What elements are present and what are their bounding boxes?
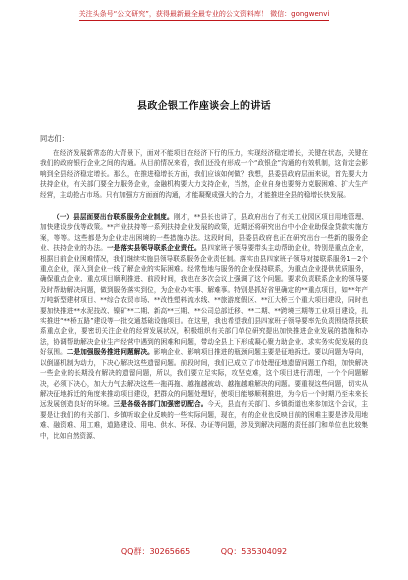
greeting: 同志们： <box>40 134 69 143</box>
paragraph-intro: 在经济发展新常态的大背景下，面对不能项目在经济下行的压力，实现经济稳定增长，关键在状态，关键在我们的政府银行企业之间的沟通。从目前情况来看，我们还没有形成一个“政银企”沟通的有效机制，这肯定会影响到全县经济稳定增长。那么，在推进稳增长方面，我们应该如何做？我想，县委县政府层面来说，首先要大力扶持企业，有关部门要全力服务企业，金融机构要大力支持企业，当然，企业自身也要努力克服困难、扩大生产经营，主动抢占市场。只有加强方方面面的沟通，才能凝聚成强大的合力，才能推进全县的稳增长快发展。 <box>40 149 368 199</box>
section-text-a: 刚才，**县长也讲了，县政府出台了有关工业园区项目用地管理、加快建设步伐等政策。**产业扶持等一系列扶持企业发展的政策，近期还将研究出台中小企业助保金贷款实施方案，等等。这些都是为企业走出困境的一些措施办法。这段时间，县委县政府也正在研究出台一些新的服务企业、扶持企业的办法。 <box>40 213 368 253</box>
footer-qq-group: QQ群：30265665 <box>120 547 191 556</box>
header-banner <box>0 9 408 21</box>
point-three-heading: 三是各级各部门加强密切配合。 <box>113 400 208 409</box>
section-text-e: 影响企业、影响项目推进的瓶颈问题主要是征地拆迁。要以问题为导向，以倒逼机制为动力，下决心解决这些遗留问题。前段时间，我们已成立了市处理征地遗留问题工作组，加快解决一些企业的长期没有解决的遗留问题，所以，我们要立足实际，攻坚克难，这个项目进行清理，一个个问题解决，必须下决心，加大力气去解决这些一拖再拖、越拖越被动、越拖越难解决的问题。要重视这些问题，切实从解决征地拆迁的角度来推动项目建设，把群众的问题处理好，使项目能够顺利推进，为今后一个时期乃至未来长远发展创造良好的环境。 <box>40 348 368 409</box>
point-one-heading: 一是落实县领导联系企业责任。 <box>106 244 201 253</box>
document-title: 县政企银工作座谈会上的讲话 <box>137 101 271 112</box>
paragraph-section-one <box>40 212 368 546</box>
section-heading: （一）县层面要出台联系服务企业制度。 <box>53 213 174 221</box>
footer-qq: QQ：535304092 <box>220 547 288 556</box>
point-two-heading: 二是加强服务推进问题解决。 <box>66 348 154 357</box>
banner-text: 关注头条号“公文研究”，获得最新最全最专业的公文资料库！ 微信：gongwenvi <box>79 9 330 21</box>
footer-contact <box>0 546 408 557</box>
section-text-g: 今天，县直有关部门、乡镇街道也来参加这个会议，主要是让我们的有关部门、乡镇听取企业反映的一些实际问题，现在，有的企业也反映目前的困难主要是涉及用地难、融资难、用工难，道路建设、用电、供水、环保、办证等问题，涉及到解决问题的责任部门和单位也比较集中，比如自然资源、 <box>40 400 368 440</box>
section-text-c: 县四家班子领导要带头主动帮助企业，特别是重点企业，根据目前企业困难情况，我们继续实施县领导联系服务企业责任制。落实由县四家班子领导对接联系服务1－2个重点企业，深入到企业一线了解企业的实际困难。经常性地与服务的企业保持联系，为重点企业提供优质服务，确保重点企业、重点项目顺利推进、前段时间，我也在多次会议上强调了这个问题。要求负责联系企业的领导要及时帮助解决问题，做到服务落实到位，为企业办实事、解难事。特别是抓好省里确定的**重点项目，如**年产万吨新型建材项目、**综合农贸市场、**改性塑料流水线、**旅游度假区、**江大桥三个重大项目建设，同时也要加快推进**水泥技改、镍矿**二期、新高**三期、**公司总部迁移、**二期、**跨境三期等工业项目建设，扎实推进“**桥五路”建设等一批交通基础设施项目。在这里，我也希望我们县四家班子领导要率先负责围绕帮扶联系重点企业，要密切关注企业的经营发展状况，积极组织有关部门单位研究提出加快推进企业发展的措施和办法，协调帮助解决企业生产经营中遇到的困难和问题，带动全县上下形成凝心聚力助企业、求实务实促发展的良好氛围。 <box>40 244 368 357</box>
